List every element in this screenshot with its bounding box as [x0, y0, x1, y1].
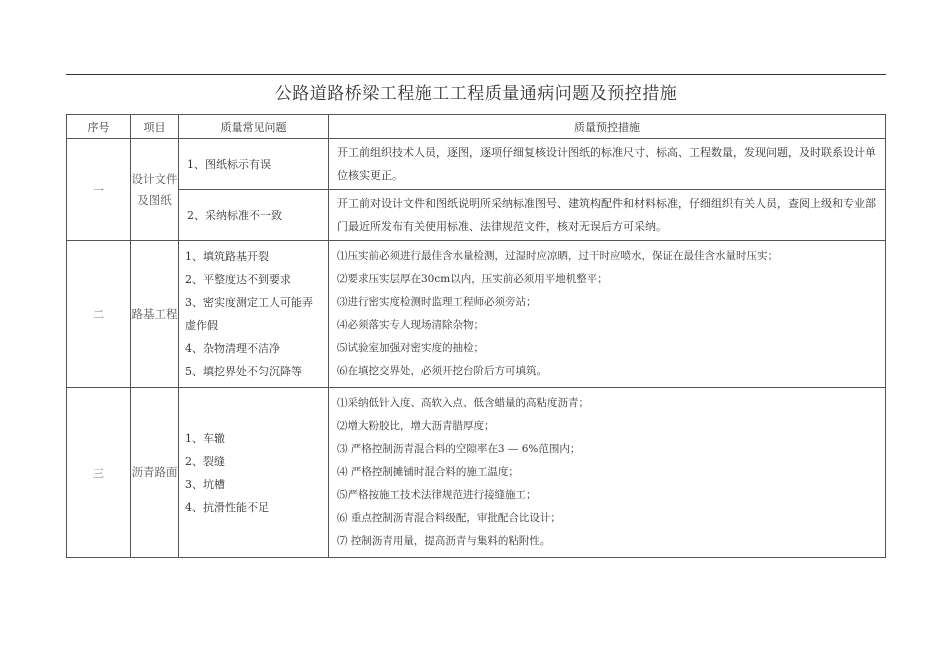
quality-table — [66, 114, 886, 558]
measure-item: ⑷必须落实专人现场清除杂物； — [337, 319, 484, 331]
measure-item: ⑴压实前必须进行最佳含水量检测，过湿时应凉晒，过干时应喷水，保证在最佳含水量时压实； — [337, 250, 778, 262]
measure-item: ⑵增大粉胶比，增大沥青腊厚度； — [337, 420, 495, 432]
measure-cell: 开工前对设计文件和图纸说明所采纳标准图号、建筑构配件和材料标准，仔细组织有关人员，查阅上级和专业部门最近所发布有关使用标准、法律规范文件，核对无误后方可采纳。 — [329, 190, 886, 241]
measure-item: ⑵要求压实层厚在30cm以内，压实前必须用平地机整平； — [337, 273, 608, 285]
issue-cell: 1、图纸标示有误 — [179, 139, 329, 190]
section-project: 设计文件及图纸 — [131, 139, 179, 241]
section-number: 三 — [67, 388, 131, 558]
issue-item: 2、裂缝 — [185, 454, 225, 468]
measure-item: ⑹在填挖交界处，必须开挖台阶后方可填筑。 — [337, 365, 547, 377]
top-rule — [66, 74, 886, 75]
header-measures: 质量预控措施 — [329, 115, 886, 139]
section-number: 二 — [67, 241, 131, 388]
measure-cell: 开工前组织技术人员，逐图，逐项仔细复核设计图纸的标准尺寸、标高、工程数量，发现问题，及时联系设计单位核实更正。 — [329, 139, 886, 190]
page-title: 公路道路桥梁工程施工工程质量通病问题及预控措施 — [274, 84, 678, 104]
issue-cell: 2、采纳标准不一致 — [179, 190, 329, 241]
measure-item: ⑺ 控制沥青用量，提高沥青与集料的粘附性。 — [337, 535, 551, 547]
issue-item: 4、抗滑性能不足 — [185, 500, 269, 514]
measure-item: ⑶进行密实度检测时监理工程师必须旁站； — [337, 296, 537, 308]
measure-item: ⑹ 重点控制沥青混合料级配，审批配合比设计； — [337, 512, 561, 524]
measure-item: ⑸试验室加强对密实度的抽检； — [337, 342, 484, 354]
issue-item: 5、填挖界处不匀沉降等 — [185, 365, 302, 378]
header-issues: 质量常见问题 — [179, 115, 329, 139]
measure-item: ⑷ 严格控制摊铺时混合料的施工温度； — [337, 466, 519, 478]
header-row — [67, 115, 886, 139]
table-row — [67, 190, 886, 241]
issue-item: 3、密实度测定工人可能弄虚作假 — [185, 296, 313, 332]
table-row — [67, 241, 886, 388]
measure-list — [329, 388, 886, 558]
section-project: 路基工程 — [131, 241, 179, 388]
issue-list — [179, 388, 329, 558]
issue-item: 3、坑槽 — [185, 477, 225, 491]
measure-item: ⑶ 严格控制沥青混合料的空隙率在3 — 6%范围内； — [337, 443, 581, 455]
table-row — [67, 388, 886, 558]
section-project: 沥青路面 — [131, 388, 179, 558]
section-number: 一 — [67, 139, 131, 241]
issue-list — [179, 241, 329, 388]
header-no: 序号 — [67, 115, 131, 139]
measure-item: ⑸严格按施工技术法律规范进行接缝施工； — [337, 489, 537, 501]
issue-item: 2、平整度达不到要求 — [185, 273, 291, 286]
table-row — [67, 139, 886, 190]
header-project: 项目 — [131, 115, 179, 139]
issue-item: 1、车辙 — [185, 431, 225, 445]
measure-item: ⑴采纳低针入度、高软入点、低含蜡量的高粘度沥青； — [337, 397, 589, 409]
issue-item: 4、杂物清理不洁净 — [185, 342, 280, 355]
issue-item: 1、填筑路基开裂 — [185, 250, 269, 263]
measure-list — [329, 241, 886, 388]
